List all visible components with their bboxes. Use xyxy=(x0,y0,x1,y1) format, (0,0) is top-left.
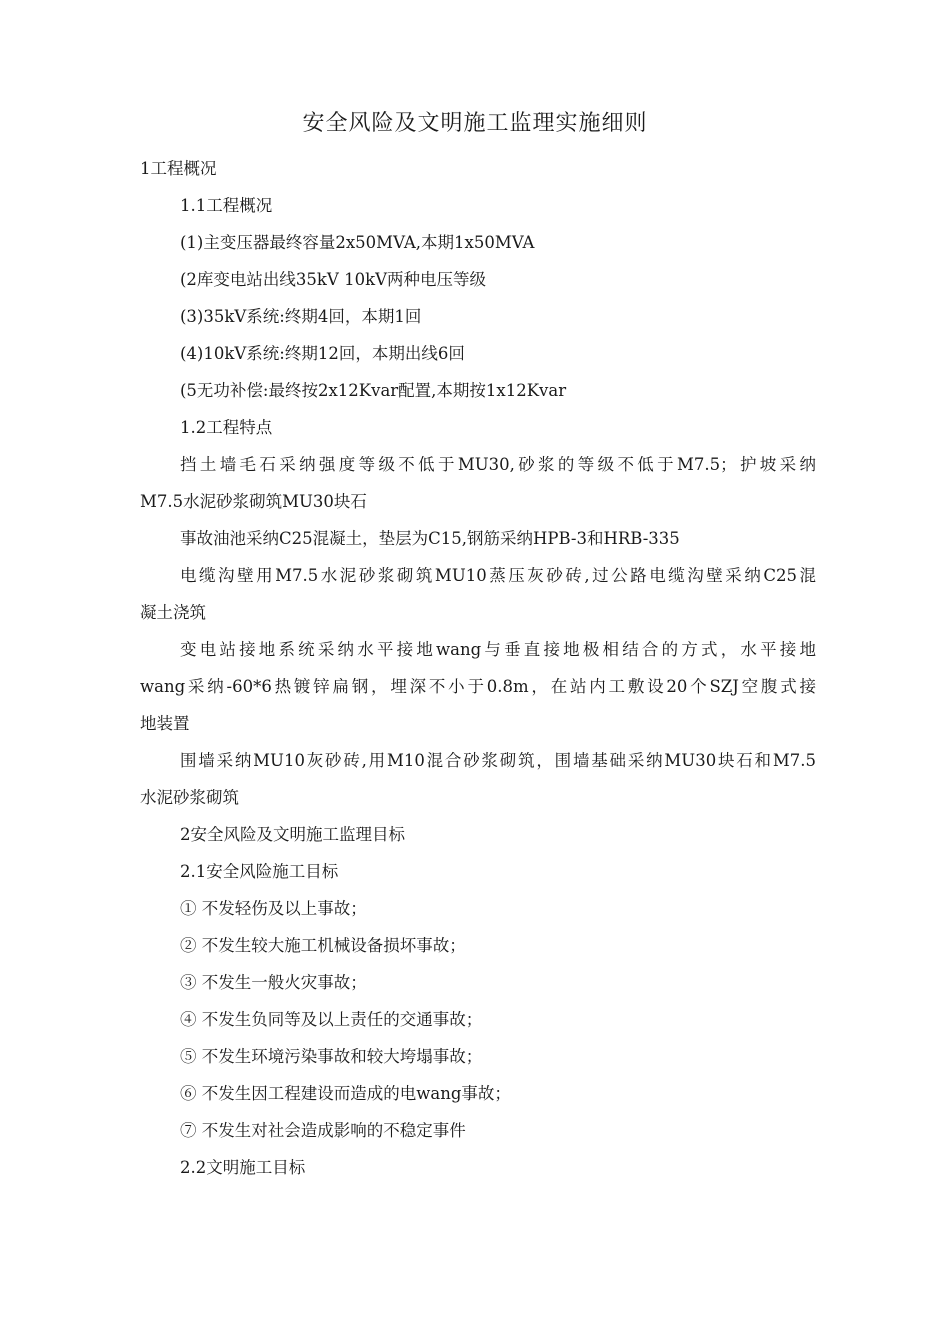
section-heading-2: 2安全风险及文明施工监理目标 xyxy=(180,825,405,844)
list-item: (4)10kV系统:终期12回，本期出线6回 xyxy=(180,344,465,363)
list-item: (2库变电站出线35kV 10kV两种电压等级 xyxy=(180,270,486,289)
list-item: ③ 不发生一般火灾事故； xyxy=(180,973,367,992)
list-item: (1)主变压器最终容量2x50MVA,本期1x50MVA xyxy=(180,233,535,252)
paragraph-line: 变电站接地系统采纳水平接地wang与垂直接地极相结合的方式，水平接地 xyxy=(180,640,816,659)
subsection-heading-1-1: 1.1工程概况 xyxy=(180,196,273,215)
list-item: ⑦ 不发生对社会造成影响的不稳定事件 xyxy=(180,1121,466,1140)
list-item: (5无功补偿:最终按2x12Kvar配置,本期按1x12Kvar xyxy=(180,381,567,400)
list-item: (3)35kV系统:终期4回，本期1回 xyxy=(180,307,422,326)
section-heading-1: 1工程概况 xyxy=(140,159,217,178)
list-item: ① 不发轻伤及以上事故； xyxy=(180,899,367,918)
paragraph-line: 地装置 xyxy=(140,714,190,733)
document-body xyxy=(140,150,816,1186)
paragraph-line: 电缆沟壁用M7.5水泥砂浆砌筑MU10蒸压灰砂砖,过公路电缆沟壁采纳C25混 xyxy=(180,566,816,585)
paragraph-line: 凝土浇筑 xyxy=(140,603,206,622)
list-item: ⑤ 不发生环境污染事故和较大垮塌事故； xyxy=(180,1047,483,1066)
subsection-heading-2-1: 2.1安全风险施工目标 xyxy=(180,862,339,881)
subsection-heading-1-2: 1.2工程特点 xyxy=(180,418,273,437)
paragraph-line: wang采纳-60*6热镀锌扁钢，埋深不小于0.8m，在站内工敷设20个SZJ空腹式接 xyxy=(140,677,816,696)
list-item: ⑥ 不发生因工程建设而造成的电wang事故； xyxy=(180,1084,511,1103)
paragraph-line: 围墙采纳MU10灰砂砖,用M10混合砂浆砌筑，围墙基础采纳MU30块石和M7.5 xyxy=(180,751,816,770)
paragraph-line: M7.5水泥砂浆砌筑MU30块石 xyxy=(140,492,367,511)
list-item: ④ 不发生负同等及以上责任的交通事故； xyxy=(180,1010,483,1029)
list-item: ② 不发生较大施工机械设备损坏事故； xyxy=(180,936,466,955)
paragraph-line: 挡土墙毛石采纳强度等级不低于MU30,砂浆的等级不低于M7.5；护坡采纳 xyxy=(180,455,816,474)
paragraph-line: 水泥砂浆砌筑 xyxy=(140,788,239,807)
paragraph-line: 事故油池采纳C25混凝土，垫层为C15,钢筋采纳HPB-3和HRB-335 xyxy=(180,529,680,548)
subsection-heading-2-2: 2.2文明施工目标 xyxy=(180,1158,306,1177)
document-title: 安全风险及文明施工监理实施细则 xyxy=(302,111,648,136)
